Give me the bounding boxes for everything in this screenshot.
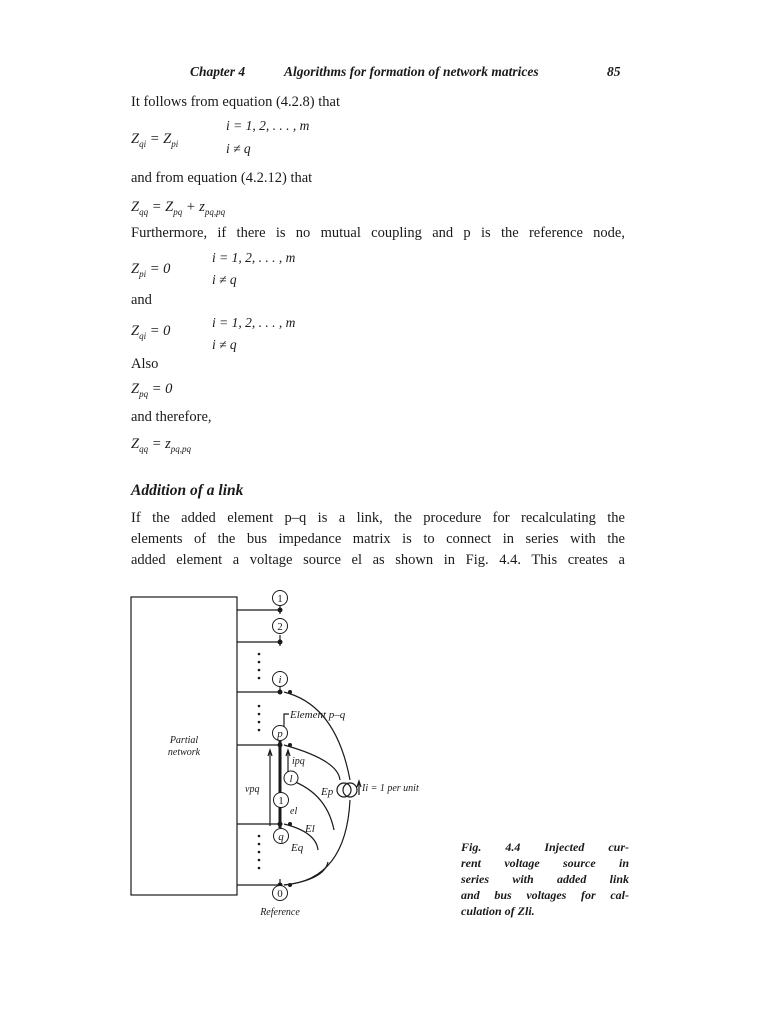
- text-follows-428: It follows from equation (4.2.8) that: [131, 94, 340, 110]
- equation-zqq-zpqpq: $Z_{qq} = z_{pq,pq}$: [131, 436, 192, 454]
- node-label-l: l: [289, 773, 293, 785]
- caption-line: culation of Zli.: [461, 904, 535, 918]
- chapter-label: Chapter 4: [190, 64, 246, 79]
- equation-zqi-zpi: $Z_{qi} = Z_{pi}$: [131, 131, 179, 149]
- equation-zqi-zero: $Z_{qi} = 0$: [131, 323, 171, 341]
- partial-network-box: [131, 597, 237, 895]
- El-label: El: [305, 823, 315, 835]
- equation-zpq-zero: $Z_{pq} = 0$: [131, 381, 173, 399]
- vpq-label: vpq: [245, 784, 260, 795]
- node-label-1: 1: [277, 593, 283, 605]
- caption-line: and bus voltages for cal-: [461, 888, 629, 902]
- node-label-0: 0: [277, 888, 283, 900]
- paragraph-line: added element a voltage source el as shown in Fig. 4.4. This creates a: [131, 552, 625, 568]
- eq4-condition-range: i = 1, 2, . . . , m: [212, 315, 296, 330]
- text-therefore: and therefore,: [131, 409, 212, 425]
- page-number: 85: [607, 64, 621, 79]
- node-label-p: p: [277, 728, 283, 740]
- ipq-label: ipq: [292, 756, 305, 767]
- text-and: and: [131, 292, 152, 308]
- text-follows-4212: and from equation (4.2.12) that: [131, 170, 313, 186]
- reference-label: Reference: [260, 907, 300, 918]
- chapter-title: Algorithms for formation of network matrices: [284, 64, 539, 79]
- section-title-addition-of-link: Addition of a link: [131, 482, 244, 499]
- paragraph-line: elements of the bus impedance matrix is to connect in series with the: [131, 531, 625, 547]
- partial-network-label-line2: network: [167, 747, 201, 758]
- caption-line: series with added link: [461, 872, 629, 886]
- node-label-q: q: [278, 831, 284, 843]
- text-also: Also: [131, 356, 159, 372]
- node-label-2: 2: [277, 621, 283, 633]
- equation-zpi-zero: $Z_{pi} = 0$: [131, 261, 171, 279]
- figure-caption: [461, 839, 629, 919]
- partial-network-label-line1: Partial: [169, 735, 199, 746]
- equation-zqq-sum: $Z_{qq} = Z_{pq} + z_{pq,pq}$: [131, 199, 226, 217]
- Ep-label: Ep: [321, 786, 334, 798]
- element-pq-label: Element p–q: [290, 709, 346, 721]
- node-label-source: 1: [278, 795, 284, 807]
- Ii-label: Ii = 1 per unit: [362, 783, 419, 794]
- paragraph-line: If the added element p–q is a link, the procedure for recalculating the: [131, 510, 625, 526]
- caption-line: Fig. 4.4 Injected cur-: [461, 840, 629, 854]
- Eq-label: Eq: [291, 842, 304, 854]
- caption-line: rent voltage source in: [461, 856, 629, 870]
- el-label: el: [290, 806, 298, 817]
- eq4-condition-neq: i ≠ q: [212, 337, 237, 352]
- text-furthermore: Furthermore, if there is no mutual coupling and p is the reference node,: [131, 225, 625, 241]
- eq1-condition-neq: i ≠ q: [226, 141, 251, 156]
- eq3-condition-neq: i ≠ q: [212, 272, 237, 287]
- eq3-condition-range: i = 1, 2, . . . , m: [212, 250, 296, 265]
- eq1-condition-range: i = 1, 2, . . . , m: [226, 118, 310, 133]
- node-label-i: i: [278, 674, 282, 686]
